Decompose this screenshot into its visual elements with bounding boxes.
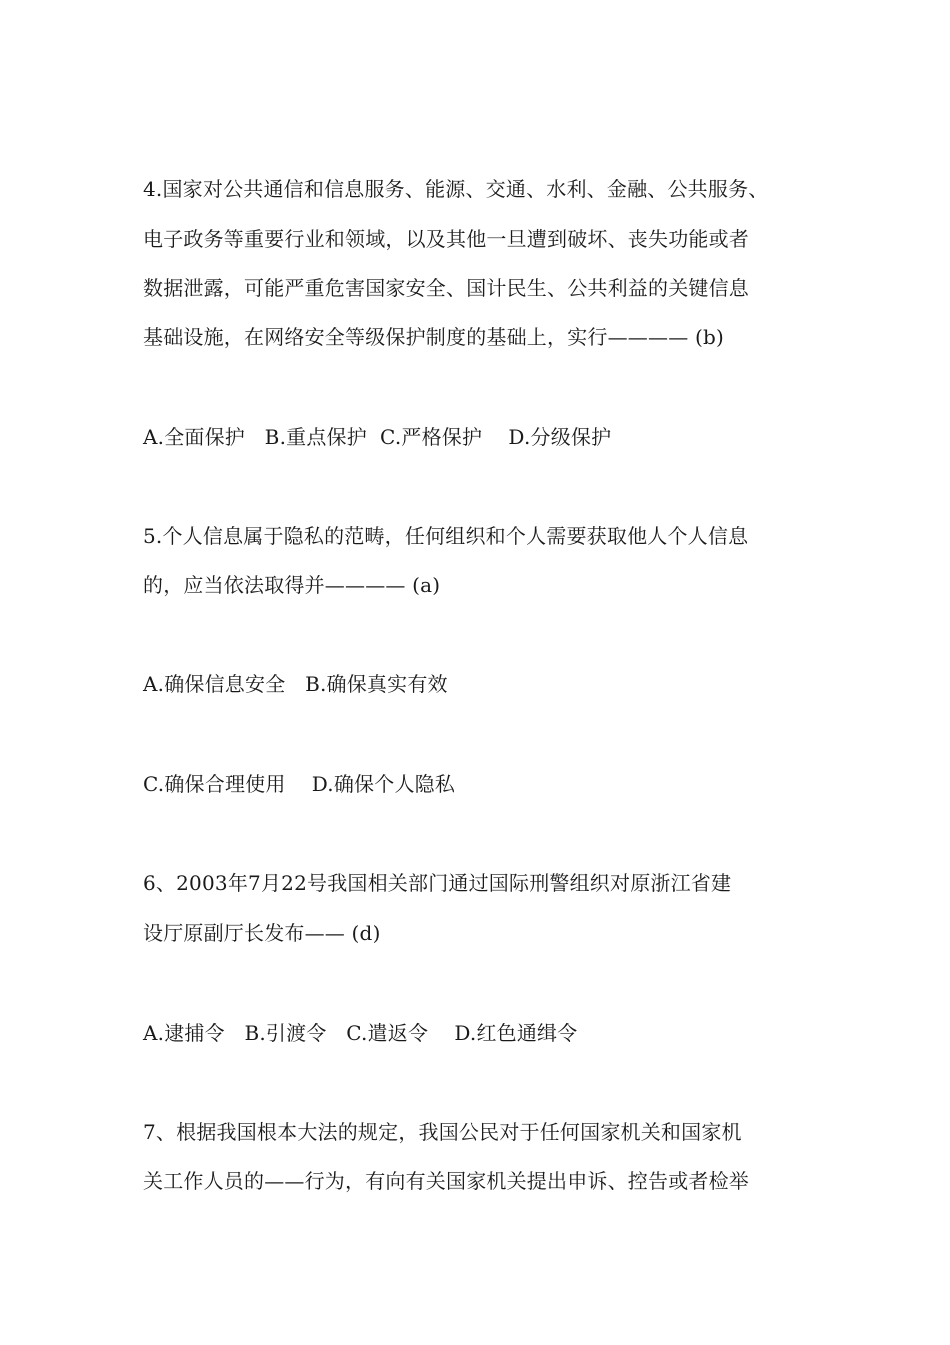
question-6-line-1: 6、2003年7月22号我国相关部门通过国际刑警组织对原浙江省建 (143, 871, 732, 895)
question-6-options: A.逮捕令 B.引渡令 C.遣返令 D.红色通缉令 (143, 1021, 578, 1045)
question-5-line-1: 5.个人信息属于隐私的范畴，任何组织和个人需要获取他人个人信息 (143, 524, 749, 548)
question-4-line-1: 4.国家对公共通信和信息服务、能源、交通、水利、金融、公共服务、 (143, 177, 769, 201)
question-6-line-2: 设厅原副厅长发布—— (d) (143, 921, 381, 945)
question-4-line-3: 数据泄露，可能严重危害国家安全、国计民生、公共利益的关键信息 (143, 276, 749, 300)
question-4-line-2: 电子政务等重要行业和领域，以及其他一旦遭到破坏、丧失功能或者 (143, 227, 749, 251)
question-5-options-2: C.确保合理使用 D.确保个人隐私 (143, 772, 456, 796)
question-4-line-4: 基础设施，在网络安全等级保护制度的基础上，实行———— (b) (143, 325, 724, 349)
question-7-line-2: 关工作人员的——行为，有向有关国家机关提出申诉、控告或者检举 (143, 1169, 749, 1193)
question-7-line-1: 7、根据我国根本大法的规定，我国公民对于任何国家机关和国家机 (143, 1120, 742, 1144)
question-4-options: A.全面保护 B.重点保护 C.严格保护 D.分级保护 (143, 425, 612, 449)
question-5-options-1: A.确保信息安全 B.确保真实有效 (143, 672, 448, 696)
question-5-line-2: 的，应当依法取得并———— (a) (143, 573, 441, 597)
